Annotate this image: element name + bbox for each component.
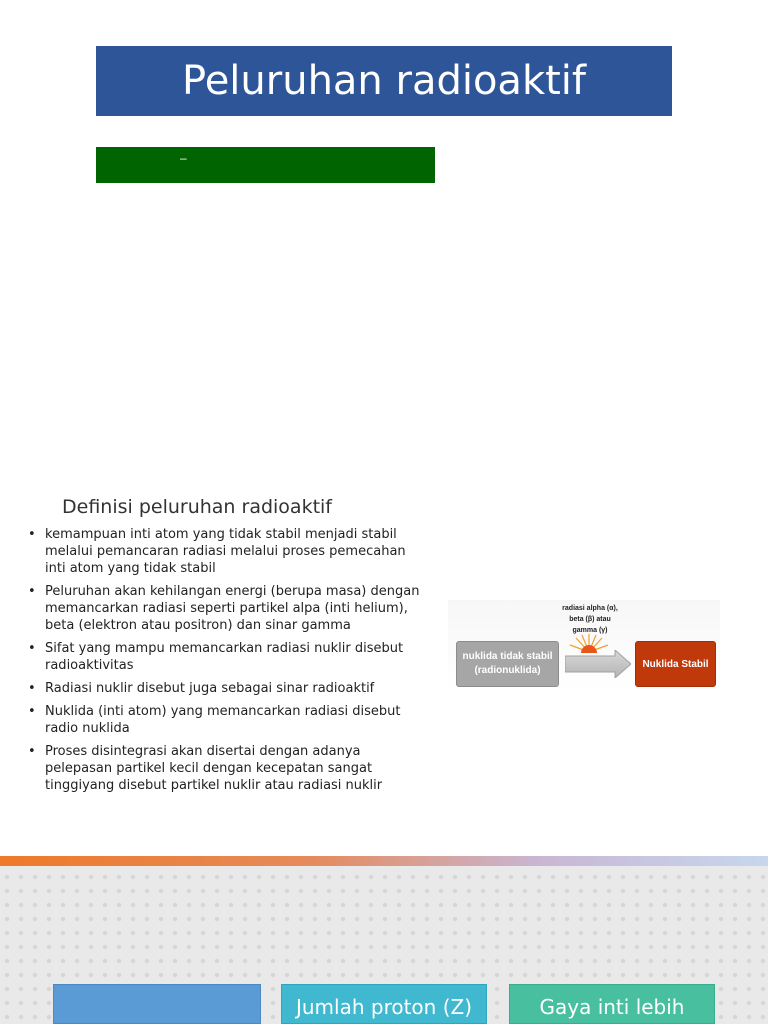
green-banner bbox=[96, 147, 435, 183]
footer-stripe bbox=[0, 856, 768, 866]
card-nuclear-force: Gaya inti lebih bbox=[509, 984, 715, 1024]
arrow-right-icon bbox=[565, 650, 631, 678]
decay-diagram bbox=[448, 600, 720, 692]
section-heading: Definisi peluruhan radioaktif bbox=[62, 496, 332, 518]
bullet-icon: • bbox=[28, 641, 36, 656]
bullet-icon: • bbox=[28, 584, 36, 599]
bullet-icon: • bbox=[28, 704, 36, 719]
list-item: • Radiasi nuklir disebut juga sebagai sinar radioaktif bbox=[28, 681, 375, 696]
list-item: • Peluruhan akan kehilangan energi (berupa masa) dengan memancarkan radiasi seperti partikel alpa (inti helium), beta (elektron atau positron) dan sinar gamma bbox=[28, 584, 420, 633]
list-item: • kemampuan inti atom yang tidak stabil menjadi stabil melalui pemancaran radiasi melalui proses pemecahan inti atom yang tidak stabil bbox=[28, 527, 406, 576]
bullet-icon: • bbox=[28, 681, 36, 696]
unstable-nuclide-box: nuklida tidak stabil (radionuklida) bbox=[456, 641, 559, 687]
bullet-list bbox=[28, 526, 430, 800]
bullet-icon: • bbox=[28, 744, 36, 759]
card-blue bbox=[53, 984, 261, 1024]
card-proton-number: Jumlah proton (Z) bbox=[281, 984, 487, 1024]
list-item: • Nuklida (inti atom) yang memancarkan radiasi disebut radio nuklida bbox=[28, 704, 401, 736]
green-banner-text: – bbox=[180, 151, 187, 165]
stable-nuclide-box: Nuklida Stabil bbox=[635, 641, 716, 687]
slide-title: Peluruhan radioaktif bbox=[96, 46, 672, 116]
radiation-label: radiasi alpha (α), beta (β) atau gamma (γ) bbox=[562, 605, 618, 634]
list-item: • Proses disintegrasi akan disertai dengan adanya pelepasan partikel kecil dengan kecepatan sangat tinggiyang disebut partikel nuklir atau radiasi nuklir bbox=[28, 744, 383, 793]
list-item: • Sifat yang mampu memancarkan radiasi nuklir disebut radioaktivitas bbox=[28, 641, 404, 673]
bullet-icon: • bbox=[28, 527, 36, 542]
